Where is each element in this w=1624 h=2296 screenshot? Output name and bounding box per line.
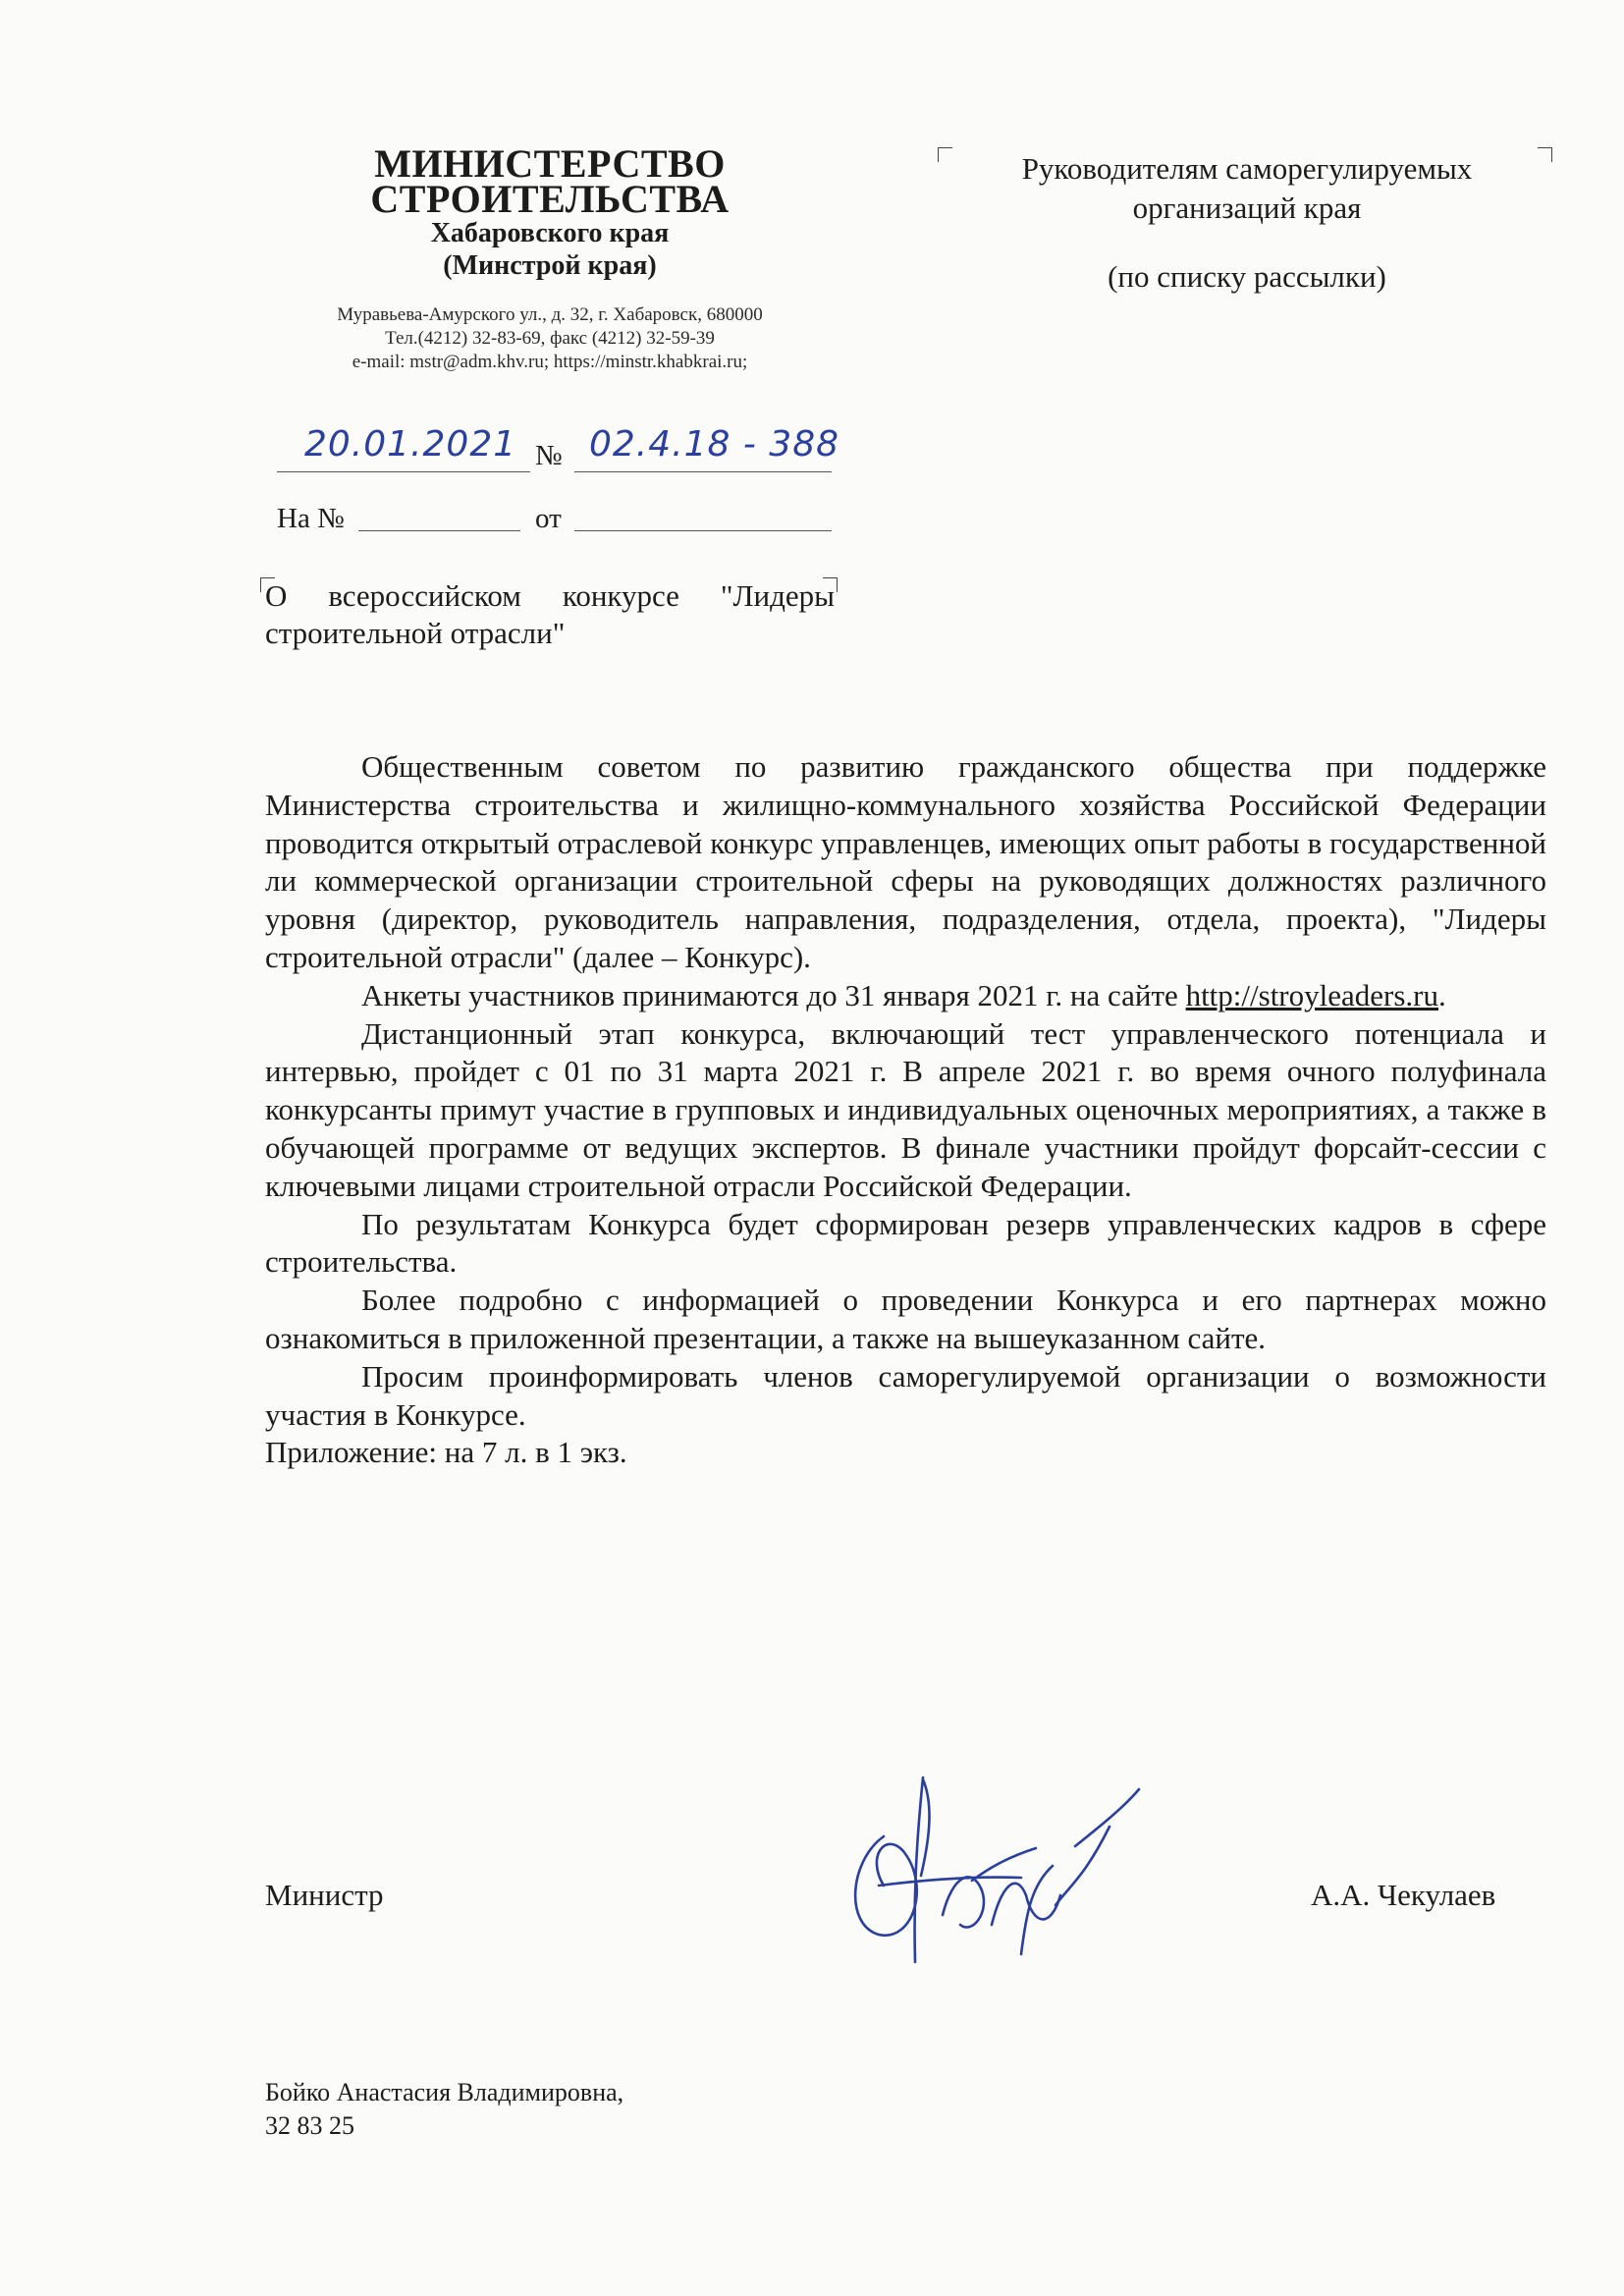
reference-label: На №	[277, 503, 345, 534]
letter-subject: О всероссийском конкурсе "Лидеры строительной отрасли"	[265, 578, 835, 650]
paragraph-2-text: Анкеты участников принимаются до 31 января 2021 г. на сайте	[361, 977, 1178, 1012]
addressee-line3: (по списку рассылки)	[1108, 259, 1386, 294]
number-label: №	[535, 440, 563, 471]
contest-website-link[interactable]: http://stroyleaders.ru	[1185, 977, 1438, 1012]
org-name-line2: СТРОИТЕЛЬСТВА	[370, 177, 730, 221]
body-paragraph-6: Просим проинформировать членов саморегулируемой организации о возможности участия в Конкурсе.	[265, 1358, 1546, 1432]
body-paragraph-5: Более подробно с информацией о проведении Конкурса и его партнерах можно ознакомиться в приложенной презентации, а также на вышеуказанном сайте.	[265, 1283, 1546, 1355]
subject-corner-left	[260, 577, 275, 592]
body-paragraph-3: Дистанционный этап конкурса, включающий тест управленческого потенциала и интервью, пройдет с 01 по 31 марта 2021 г. В апреле 2021 г. во время очного полуфинала конкурсанты примут участие в групповых и индивидуальных оценочных мероприятиях, а также в обучающей программе от ведущих экспертов. В финале участники пройдут форсайт-сессии с ключевыми лицами строительной отрасли Российской Федерации.	[265, 1015, 1546, 1203]
executor-name: Бойко Анастасия Владимировна,	[265, 2078, 624, 2106]
addressee-line2: организаций края	[1132, 191, 1362, 225]
handwritten-signature	[825, 1768, 1149, 1974]
org-web: e-mail: mstr@adm.khv.ru; https://minstr.khabkrai.ru;	[352, 352, 748, 372]
org-phone: Тел.(4212) 32-83-69, факс (4212) 32-59-39	[385, 328, 715, 349]
signatory-position: Министр	[265, 1878, 384, 1912]
executor-phone: 32 83 25	[265, 2111, 354, 2140]
body-paragraph-1: Общественным советом по развитию гражданского общества при поддержке Министерства строительства и жилищно-коммунального хозяйства Российской Федерации проводится открытый отраслевой конкурс управленцев, имеющих опыт работы в государственной ли коммерческой организации строительной сферы на руководящих должностях различного уровня (директор, руководитель направления, подразделения, отдела, проекта), "Лидеры строительной отрасли" (далее – Конкурс).	[265, 749, 1546, 974]
from-underline	[574, 530, 832, 531]
number-underline	[574, 471, 832, 472]
paragraph-2-end: .	[1437, 977, 1446, 1012]
letter-body	[265, 748, 1546, 1472]
addressee-line1: Руководителям саморегулируемых	[1021, 151, 1473, 186]
org-name-line1: МИНИСТЕРСТВО	[374, 141, 726, 186]
from-label: от	[535, 503, 562, 534]
addressee-corner-right	[1538, 147, 1552, 162]
signatory-name: А.А. Чекулаев	[1311, 1878, 1496, 1912]
org-address: Муравьева-Амурского ул., д. 32, г. Хабаровск, 680000	[337, 304, 763, 325]
org-short-name: (Минстрой края)	[443, 250, 657, 281]
date-underline	[277, 471, 530, 472]
addressee-corner-left	[938, 147, 952, 162]
registration-date: 20.01.2021	[304, 424, 517, 465]
subject-corner-right	[823, 577, 838, 592]
body-paragraph-4: По результатам Конкурса будет сформирован резерв управленческих кадров в сфере строительства.	[265, 1206, 1546, 1280]
addressee-block	[943, 149, 1551, 297]
body-paragraph-2	[265, 977, 1546, 1015]
reference-underline	[358, 530, 520, 531]
attachment-note: Приложение: на 7 л. в 1 экз.	[265, 1435, 627, 1470]
registration-number: 02.4.18 - 388	[589, 424, 839, 465]
org-region: Хабаровского края	[430, 218, 670, 248]
